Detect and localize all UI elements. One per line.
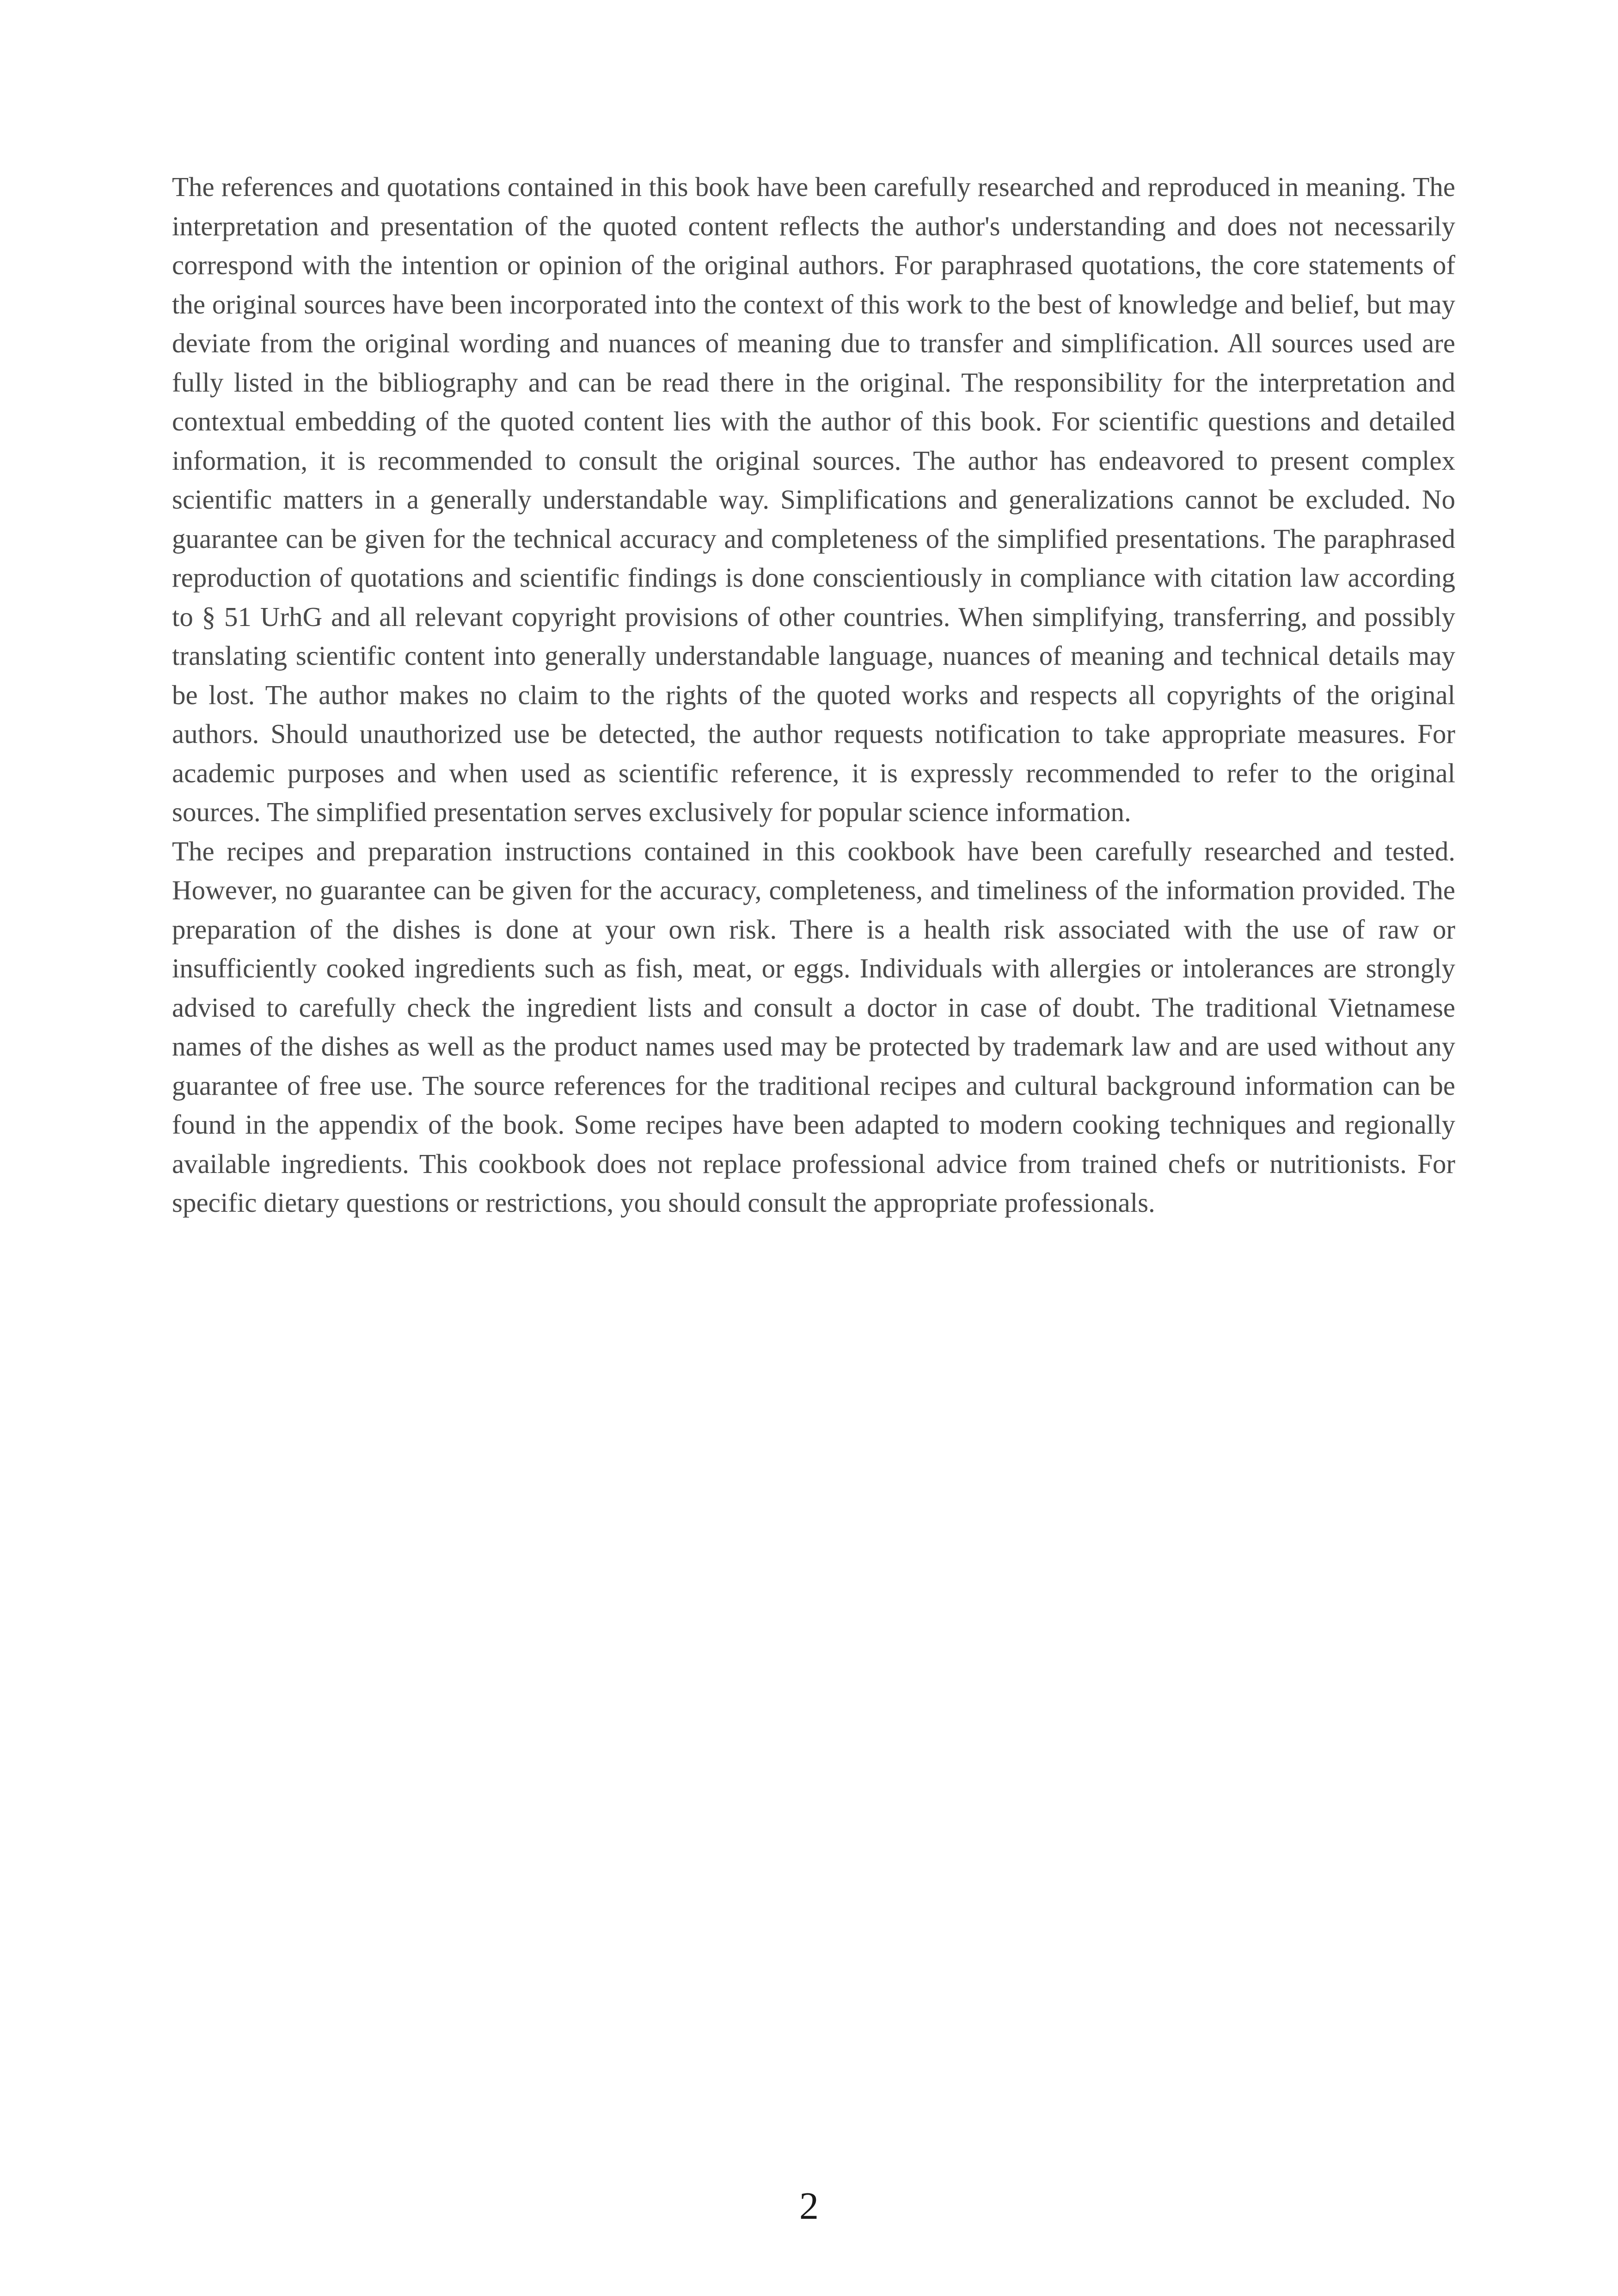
citation-disclaimer-paragraph: The references and quotations contained in this book have been carefully researched and reproduced in meaning. The interpretation and presentation of the quoted content reflects the author's understanding and does not necessarily correspond with the intention or opinion of the original authors. For paraphrased quotations, the core statements of the original sources have been incorporated into the context of this work to the best of knowledge and belief, but may deviate from the original wording and nuances of meaning due to transfer and simplification. All sources used are fully listed in the bibliography and can be read there in the original. The responsibility for the interpretation and contextual embedding of the quoted content lies with the author of this book. For scientific questions and detailed information, it is recommended to consult the original sources. The author has endeavored to present complex scientific matters in a generally understandable way. Simplifications and generalizations cannot be excluded. No guarantee can be given for the technical accuracy and completeness of the simplified presentations. The paraphrased reproduction of quotations and scientific findings is done conscientiously in compliance with citation law according to § 51 UrhG and all relevant copyright provisions of other countries. When simplifying, transferring, and possibly translating scientific content into generally understandable language, nuances of meaning and technical details may be lost. The author makes no claim to the rights of the quoted works and respects all copyrights of the original authors. Should unauthorized use be detected, the author requests notification to take appropriate measures. For academic purposes and when used as scientific reference, it is expressly recommended to refer to the original sources. The simplified presentation serves exclusively for popular science information. <box>172 172 1455 827</box>
recipe-disclaimer-paragraph: The recipes and preparation instructions contained in this cookbook have been carefully researched and tested. However, no guarantee can be given for the accuracy, completeness, and timeliness of the information provided. The preparation of the dishes is done at your own risk. There is a health risk associated with the use of raw or insufficiently cooked ingredients such as fish, meat, or eggs. Individuals with allergies or intolerances are strongly advised to carefully check the ingredient lists and consult a doctor in case of doubt. The traditional Vietnamese names of the dishes as well as the product names used may be protected by trademark law and are used without any guarantee of free use. The source references for the traditional recipes and cultural background information can be found in the appendix of the book. Some recipes have been adapted to modern cooking techniques and regionally available ingredients. This cookbook does not replace professional advice from trained chefs or nutritionists. For specific dietary questions or restrictions, you should consult the appropriate professionals. <box>172 835 1455 1218</box>
page-number: 2 <box>799 2185 819 2228</box>
disclaimer-text <box>172 167 1455 1222</box>
